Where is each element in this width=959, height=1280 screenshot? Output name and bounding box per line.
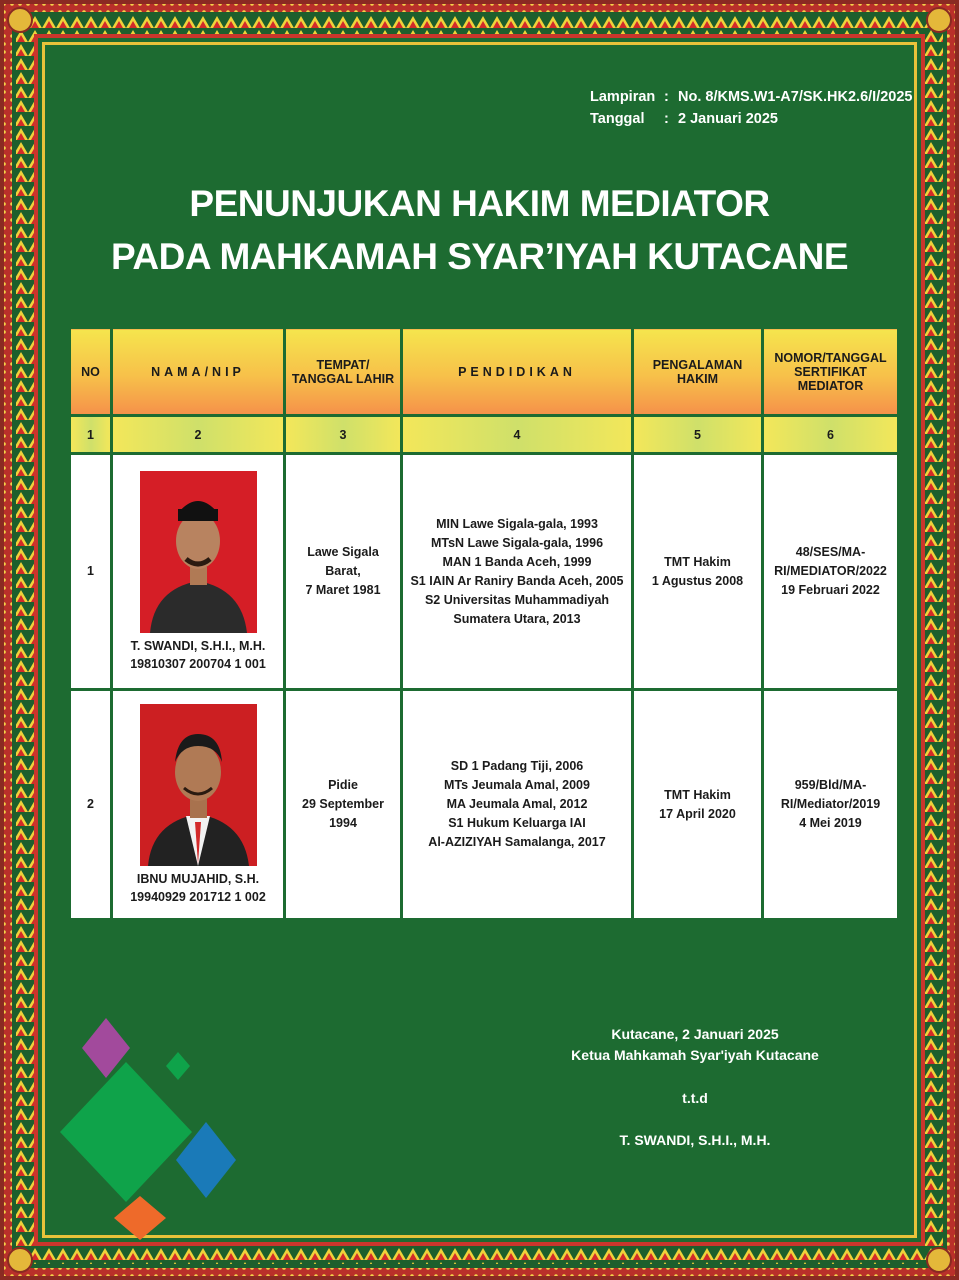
certificate-number: 959/Bld/MA- <box>794 778 867 792</box>
education-item: S1 IAIN Ar Raniry Banda Aceh, 2005 <box>410 573 624 588</box>
education-item: MIN Lawe Sigala-gala, 1993 <box>436 516 598 531</box>
header-pengalaman-hakim: PENGALAMAN HAKIM <box>633 328 763 416</box>
header-no: NO <box>70 328 112 416</box>
lampiran-value: No. 8/KMS.W1-A7/SK.HK2.6/I/2025 <box>678 89 913 105</box>
education-item: Sumatera Utara, 2013 <box>453 611 581 626</box>
column-number: 2 <box>112 416 285 454</box>
judge-photo <box>140 704 257 866</box>
education-item: MAN 1 Banda Aceh, 1999 <box>442 554 592 569</box>
education-item: Al-AZIZIYAH Samalanga, 2017 <box>428 835 606 849</box>
judge-nip: 19810307 200704 1 001 <box>130 656 266 671</box>
header-tempat-tanggal-lahir: TEMPAT/ TANGGAL LAHIR <box>285 328 402 416</box>
experience-title: TMT Hakim <box>664 554 731 569</box>
decorative-diamonds <box>56 1018 246 1240</box>
mediator-table <box>68 326 900 921</box>
certificate-number: RI/MEDIATOR/2022 <box>774 564 887 578</box>
signature-place-date: Kutacane, 2 Januari 2025 <box>611 1026 779 1042</box>
person-portrait-icon <box>140 704 257 866</box>
education-item: S1 Hukum Keluarga IAI <box>448 816 586 830</box>
header-nama-nip: NAMA/NIP <box>112 328 285 416</box>
orange-diamond-shape <box>114 1196 166 1240</box>
signature-position: Ketua Mahkamah Syar'iyah Kutacane <box>571 1047 819 1063</box>
birth-date: 29 September 1994 <box>302 797 384 830</box>
name-cell <box>112 454 285 690</box>
education-item: SD 1 Padang Tiji, 2006 <box>450 759 584 773</box>
education-cell <box>402 690 633 920</box>
certificate-date: 19 Februari 2022 <box>781 583 880 597</box>
header-sertifikat-mediator: NOMOR/TANGGAL SERTIFIKAT MEDIATOR <box>763 328 899 416</box>
experience-date: 1 Agustus 2008 <box>651 573 744 588</box>
certificate-date: 4 Mei 2019 <box>799 816 862 830</box>
birth-date: 7 Maret 1981 <box>305 583 381 597</box>
birth-cell <box>285 454 402 690</box>
signature-signer: T. SWANDI, S.H.I., M.H. <box>619 1132 771 1148</box>
certificate-number: 48/SES/MA- <box>795 545 866 559</box>
person-portrait-icon <box>140 471 257 633</box>
experience-title: TMT Hakim <box>664 787 731 802</box>
column-number: 5 <box>633 416 763 454</box>
table-row <box>70 690 899 920</box>
education-item: MA Jeumala Amal, 2012 <box>446 797 588 811</box>
column-number: 3 <box>285 416 402 454</box>
small-green-diamond-shape <box>166 1052 190 1080</box>
tanggal-value: 2 Januari 2025 <box>678 111 778 127</box>
education-item: MTsN Lawe Sigala-gala, 1996 <box>430 535 604 550</box>
lampiran-separator: : <box>664 89 669 105</box>
certificate-number: RI/Mediator/2019 <box>780 797 881 811</box>
judge-photo <box>140 471 257 633</box>
birth-cell <box>285 690 402 920</box>
experience-cell <box>633 690 763 920</box>
judge-name: IBNU MUJAHID, S.H. <box>136 871 260 886</box>
education-item: MTs Jeumala Amal, 2009 <box>444 778 590 792</box>
name-cell <box>112 690 285 920</box>
certificate-cell <box>763 454 899 690</box>
column-number: 1 <box>70 416 112 454</box>
column-number-row <box>70 416 899 454</box>
education-item: S2 Universitas Muhammadiyah <box>424 592 610 607</box>
large-green-diamond-shape <box>60 1062 192 1202</box>
judge-nip: 19940929 201712 1 002 <box>130 889 266 904</box>
judge-name: T. SWANDI, S.H.I., M.H. <box>130 638 266 653</box>
title-line-2: PADA MAHKAMAH SYAR’IYAH KUTACANE <box>110 236 849 277</box>
experience-cell <box>633 454 763 690</box>
certificate-cell <box>763 690 899 920</box>
tanggal-separator: : <box>664 111 669 127</box>
column-number: 6 <box>763 416 899 454</box>
education-cell <box>402 454 633 690</box>
birth-place: Pidie <box>328 778 358 792</box>
title-line-1: PENUNJUKAN HAKIM MEDIATOR <box>189 183 770 224</box>
column-number: 4 <box>402 416 633 454</box>
signature-ttd: t.t.d <box>682 1090 708 1106</box>
lampiran-label: Lampiran <box>590 89 656 105</box>
table-row <box>70 454 899 690</box>
experience-date: 17 April 2020 <box>659 806 736 821</box>
header-pendidikan: PENDIDIKAN <box>402 328 633 416</box>
tanggal-label: Tanggal <box>590 111 645 127</box>
document-meta <box>590 86 913 130</box>
row-number: 1 <box>70 454 112 690</box>
birth-place: Lawe Sigala Barat, <box>307 545 379 578</box>
row-number: 2 <box>70 690 112 920</box>
table-header-row <box>70 328 899 416</box>
